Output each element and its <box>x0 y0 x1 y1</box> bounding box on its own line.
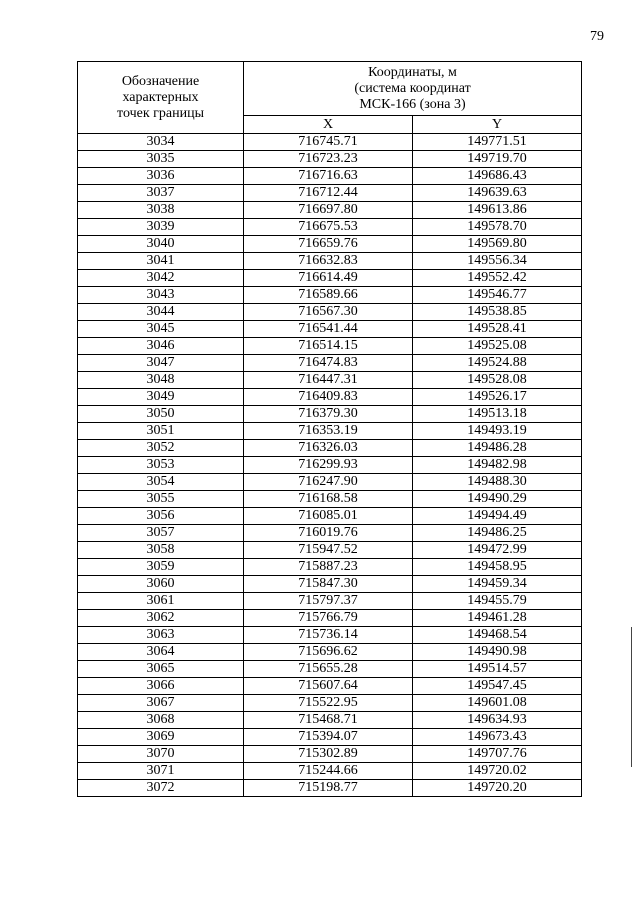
table-row <box>78 712 582 729</box>
table-row <box>78 610 582 627</box>
table-row <box>78 474 582 491</box>
cell-point-id: 3059 <box>78 559 244 576</box>
cell-y: 149524.88 <box>413 355 582 372</box>
cell-y: 149546.77 <box>413 287 582 304</box>
table-row <box>78 287 582 304</box>
cell-x: 716632.83 <box>244 253 413 270</box>
cell-point-id: 3043 <box>78 287 244 304</box>
cell-point-id: 3053 <box>78 457 244 474</box>
header-point-line: Обозначение <box>121 73 200 89</box>
table-row <box>78 763 582 780</box>
table-row <box>78 695 582 712</box>
table-row <box>78 508 582 525</box>
cell-point-id: 3045 <box>78 321 244 338</box>
table-row <box>78 559 582 576</box>
table-row <box>78 780 582 797</box>
cell-x: 716353.19 <box>244 423 413 440</box>
header-point-line: характерных <box>122 89 199 105</box>
header-point-line: точек границы <box>117 105 204 121</box>
cell-point-id: 3057 <box>78 525 244 542</box>
cell-x: 716745.71 <box>244 134 413 151</box>
cell-point-id: 3061 <box>78 593 244 610</box>
table-row <box>78 423 582 440</box>
cell-point-id: 3056 <box>78 508 244 525</box>
header-x: X <box>244 116 413 134</box>
table-row <box>78 593 582 610</box>
coordinates-table <box>77 61 582 797</box>
cell-x: 716712.44 <box>244 185 413 202</box>
cell-y: 149707.76 <box>413 746 582 763</box>
cell-x: 716326.03 <box>244 440 413 457</box>
cell-x: 715797.37 <box>244 593 413 610</box>
cell-x: 716697.80 <box>244 202 413 219</box>
cell-x: 716474.83 <box>244 355 413 372</box>
table-header <box>78 62 582 134</box>
table-row <box>78 236 582 253</box>
cell-y: 149673.43 <box>413 729 582 746</box>
cell-point-id: 3035 <box>78 151 244 168</box>
cell-x: 715468.71 <box>244 712 413 729</box>
table-row <box>78 321 582 338</box>
page-number: 79 <box>590 29 604 44</box>
table-row <box>78 525 582 542</box>
cell-point-id: 3044 <box>78 304 244 321</box>
cell-x: 716409.83 <box>244 389 413 406</box>
cell-x: 716541.44 <box>244 321 413 338</box>
cell-point-id: 3047 <box>78 355 244 372</box>
table-row <box>78 729 582 746</box>
cell-point-id: 3052 <box>78 440 244 457</box>
cell-y: 149720.02 <box>413 763 582 780</box>
table-row <box>78 746 582 763</box>
cell-y: 149634.93 <box>413 712 582 729</box>
cell-y: 149513.18 <box>413 406 582 423</box>
cell-point-id: 3051 <box>78 423 244 440</box>
cell-x: 715244.66 <box>244 763 413 780</box>
cell-x: 716567.30 <box>244 304 413 321</box>
cell-y: 149459.34 <box>413 576 582 593</box>
table-row <box>78 168 582 185</box>
table-row <box>78 338 582 355</box>
table-row <box>78 185 582 202</box>
cell-point-id: 3054 <box>78 474 244 491</box>
table-row <box>78 491 582 508</box>
cell-y: 149486.28 <box>413 440 582 457</box>
cell-point-id: 3046 <box>78 338 244 355</box>
table-row <box>78 134 582 151</box>
cell-point-id: 3039 <box>78 219 244 236</box>
cell-y: 149493.19 <box>413 423 582 440</box>
header-coordinates <box>244 62 582 116</box>
cell-x: 716659.76 <box>244 236 413 253</box>
cell-x: 715394.07 <box>244 729 413 746</box>
table-row <box>78 270 582 287</box>
cell-point-id: 3063 <box>78 627 244 644</box>
cell-y: 149578.70 <box>413 219 582 236</box>
cell-point-id: 3069 <box>78 729 244 746</box>
cell-x: 715655.28 <box>244 661 413 678</box>
cell-y: 149494.49 <box>413 508 582 525</box>
table-row <box>78 576 582 593</box>
cell-point-id: 3049 <box>78 389 244 406</box>
cell-y: 149720.20 <box>413 780 582 797</box>
header-y: Y <box>413 116 582 134</box>
cell-y: 149526.17 <box>413 389 582 406</box>
cell-x: 715736.14 <box>244 627 413 644</box>
cell-x: 715766.79 <box>244 610 413 627</box>
cell-x: 715847.30 <box>244 576 413 593</box>
table-row <box>78 389 582 406</box>
cell-x: 716514.15 <box>244 338 413 355</box>
cell-point-id: 3050 <box>78 406 244 423</box>
cell-point-id: 3036 <box>78 168 244 185</box>
cell-y: 149556.34 <box>413 253 582 270</box>
cell-point-id: 3062 <box>78 610 244 627</box>
cell-y: 149719.70 <box>413 151 582 168</box>
cell-x: 716675.53 <box>244 219 413 236</box>
cell-point-id: 3058 <box>78 542 244 559</box>
cell-y: 149525.08 <box>413 338 582 355</box>
cell-point-id: 3055 <box>78 491 244 508</box>
cell-y: 149552.42 <box>413 270 582 287</box>
cell-point-id: 3068 <box>78 712 244 729</box>
cell-x: 716247.90 <box>244 474 413 491</box>
cell-point-id: 3037 <box>78 185 244 202</box>
cell-point-id: 3040 <box>78 236 244 253</box>
cell-x: 715887.23 <box>244 559 413 576</box>
cell-point-id: 3038 <box>78 202 244 219</box>
table-row <box>78 372 582 389</box>
cell-y: 149488.30 <box>413 474 582 491</box>
cell-y: 149461.28 <box>413 610 582 627</box>
cell-y: 149458.95 <box>413 559 582 576</box>
cell-x: 716019.76 <box>244 525 413 542</box>
cell-x: 716085.01 <box>244 508 413 525</box>
cell-x: 716168.58 <box>244 491 413 508</box>
table-row <box>78 661 582 678</box>
table-body <box>78 134 582 797</box>
cell-point-id: 3071 <box>78 763 244 780</box>
cell-point-id: 3048 <box>78 372 244 389</box>
cell-point-id: 3070 <box>78 746 244 763</box>
cell-point-id: 3060 <box>78 576 244 593</box>
cell-y: 149613.86 <box>413 202 582 219</box>
cell-x: 716614.49 <box>244 270 413 287</box>
cell-y: 149601.08 <box>413 695 582 712</box>
header-coords-line: (система координат <box>354 80 471 96</box>
cell-x: 715696.62 <box>244 644 413 661</box>
table-row <box>78 627 582 644</box>
cell-point-id: 3072 <box>78 780 244 797</box>
scan-margin-mark <box>631 627 632 767</box>
cell-x: 715198.77 <box>244 780 413 797</box>
table-row <box>78 202 582 219</box>
cell-y: 149455.79 <box>413 593 582 610</box>
cell-y: 149486.25 <box>413 525 582 542</box>
cell-y: 149482.98 <box>413 457 582 474</box>
cell-y: 149490.98 <box>413 644 582 661</box>
header-coords-line: МСК-166 (зона 3) <box>359 96 466 112</box>
table-row <box>78 355 582 372</box>
header-coords-line: Координаты, м <box>368 64 457 80</box>
cell-y: 149569.80 <box>413 236 582 253</box>
header-point-designation <box>78 62 244 134</box>
cell-x: 716299.93 <box>244 457 413 474</box>
cell-point-id: 3042 <box>78 270 244 287</box>
cell-x: 716716.63 <box>244 168 413 185</box>
cell-y: 149528.08 <box>413 372 582 389</box>
cell-x: 716723.23 <box>244 151 413 168</box>
cell-y: 149547.45 <box>413 678 582 695</box>
table-row <box>78 678 582 695</box>
cell-y: 149528.41 <box>413 321 582 338</box>
cell-y: 149472.99 <box>413 542 582 559</box>
cell-y: 149490.29 <box>413 491 582 508</box>
cell-point-id: 3034 <box>78 134 244 151</box>
table-row <box>78 151 582 168</box>
cell-y: 149468.54 <box>413 627 582 644</box>
cell-x: 716379.30 <box>244 406 413 423</box>
table-row <box>78 457 582 474</box>
cell-x: 716589.66 <box>244 287 413 304</box>
cell-x: 715522.95 <box>244 695 413 712</box>
cell-x: 715302.89 <box>244 746 413 763</box>
cell-point-id: 3064 <box>78 644 244 661</box>
cell-point-id: 3041 <box>78 253 244 270</box>
cell-x: 716447.31 <box>244 372 413 389</box>
cell-y: 149538.85 <box>413 304 582 321</box>
cell-point-id: 3066 <box>78 678 244 695</box>
table-row <box>78 542 582 559</box>
cell-point-id: 3067 <box>78 695 244 712</box>
table-row <box>78 304 582 321</box>
cell-y: 149771.51 <box>413 134 582 151</box>
table-row <box>78 253 582 270</box>
cell-y: 149514.57 <box>413 661 582 678</box>
cell-point-id: 3065 <box>78 661 244 678</box>
cell-y: 149639.63 <box>413 185 582 202</box>
table-row <box>78 406 582 423</box>
cell-x: 715607.64 <box>244 678 413 695</box>
table-row <box>78 440 582 457</box>
table-row <box>78 644 582 661</box>
cell-x: 715947.52 <box>244 542 413 559</box>
table-row <box>78 219 582 236</box>
cell-y: 149686.43 <box>413 168 582 185</box>
